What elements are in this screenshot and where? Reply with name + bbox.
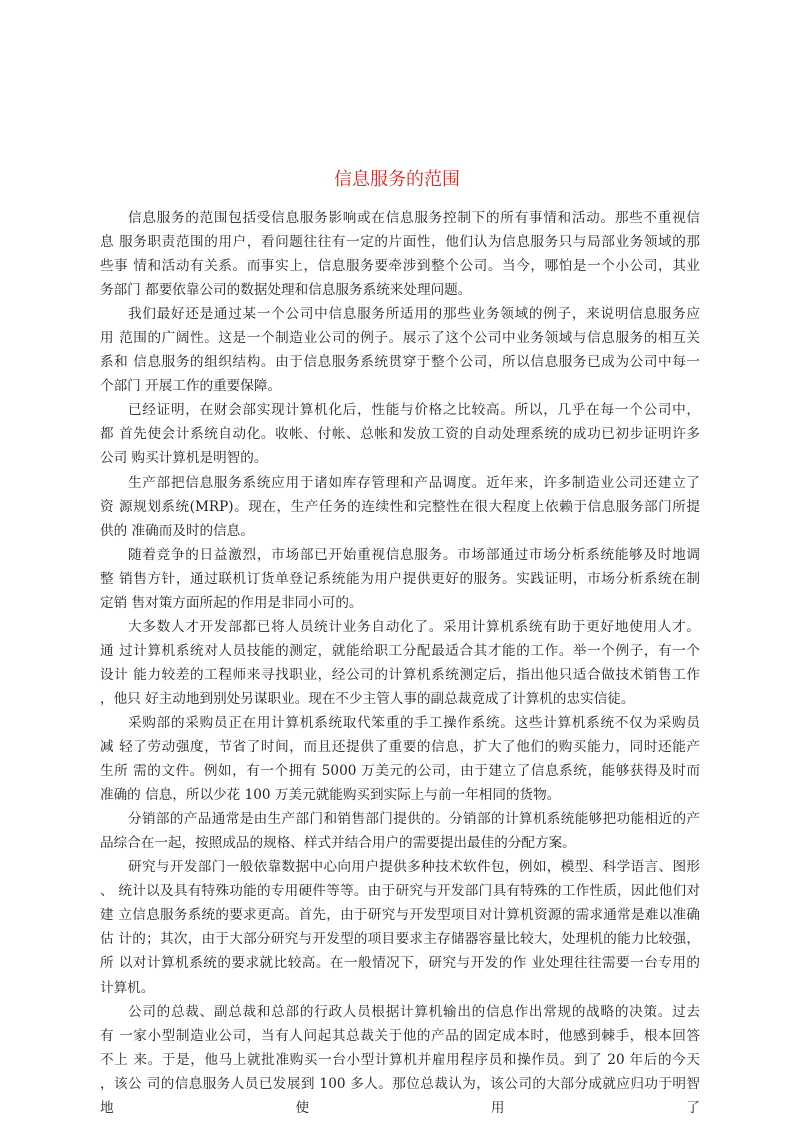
paragraph (100, 206, 700, 302)
paragraph (100, 543, 700, 615)
paragraph-line: 整 销售方针，通过联机订货单登记系统能为用户提供更好的服务。实践证明，市场分析系统在制 (100, 570, 700, 587)
paragraph-line: 公司的总裁、副总裁和总部的行政人员根据计算机输出的信息作出常规的战略的决策。过去 (128, 1003, 700, 1020)
paragraph-line: 设计 能力较差的工程师来寻找职业，经公司的计算机系统测定后，指出他只适合做技术销售工作 (100, 666, 700, 683)
paragraph-line: ，该公 司的信息服务人员已发展到 100 多人。那位总裁认为，该公司的大部分成就应归功于明智 (100, 1075, 700, 1092)
paragraph-line: 系和 信息服务的组织结构。由于信息服务系统贯穿于整个公司，所以信息服务已成为公司中每一 (100, 354, 700, 371)
paragraph-line: 息 服务职责范围的用户，看问题往往有一定的片面性，他们认为信息服务只与局部业务领域的那 (100, 234, 700, 251)
document-title: 信息服务的范围 (334, 169, 460, 190)
paragraph (100, 398, 700, 470)
paragraph (100, 1000, 700, 1120)
paragraph-line: 大多数人才开发部都已将人员统计业务自动化了。采用计算机系统有助于更好地使用人才。 (128, 618, 700, 635)
paragraph-line: 所 以对计算机系统的要求就比较高。在一般情况下，研究与开发的作 业处理往往需要一台专用的 (100, 955, 700, 972)
paragraph-line: 我们最好还是通过某一个公司中信息服务所适用的那些业务领域的例子，来说明信息服务应 (128, 306, 700, 323)
paragraph-line: 生产部把信息服务系统应用于诸如库存管理和产品调度。近年来，许多制造业公司还建立了 (128, 474, 700, 491)
paragraph-line: 都 首先使会计系统自动化。收帐、付帐、总帐和发放工资的自动处理系统的成功已初步证明许多 (100, 426, 700, 443)
paragraph-line: 准确的 信息，所以少花 100 万美元就能购买到实际上与前一年相同的货物。 (100, 787, 561, 804)
paragraph-line: 研究与开发部门一般依靠数据中心向用户提供多种技术软件包，例如，模型、科学语言、图形 (128, 859, 700, 876)
paragraph-line: 信息服务的范围包括受信息服务影响或在信息服务控制下的所有事情和活动。那些不重视信 (128, 210, 700, 226)
paragraph-line: 分销部的产品通常是由生产部门和销售部门提供的。分销部的计算机系统能够把功能相近的产 (128, 811, 700, 828)
paragraph-line: 用 范围的广阔性。这是一个制造业公司的例子。展示了这个公司中业务领域与信息服务的相互关 (100, 330, 700, 347)
paragraph-line: 地 使 用 了 (100, 1099, 700, 1116)
paragraph-line: 计算机。 (100, 979, 155, 996)
paragraph-line: 公司 购买计算机是明智的。 (100, 450, 268, 467)
paragraph (100, 807, 700, 855)
paragraph-line: 有 一家小型制造业公司，当有人问起其总裁关于他的产品的固定成本时，他感到棘手，根本回答 (100, 1027, 700, 1044)
paragraph (100, 711, 700, 807)
paragraph-line: 随着竞争的日益激烈，市场部已开始重视信息服务。市场部通过市场分析系统能够及时地调 (128, 546, 700, 563)
paragraph-line: 务部门 都要依靠公司的数据处理和信息服务系统来处理问题。 (100, 282, 472, 299)
paragraph-line: 定销 售对策方面所起的作用是非同小可的。 (100, 594, 363, 611)
paragraph-line: 、 统计以及具有特殊功能的专用硬件等等。由于研究与开发部门具有特殊的工作性质，因此他们对 (100, 883, 700, 900)
paragraph-line: 不上 来。于是，他马上就批准购买一台小型计算机并雇用程序员和操作员。到了 20 年后的今天 (100, 1051, 700, 1068)
paragraph-line: 资 源规划系统(MRP)。现在，生产任务的连续性和完整性在很大程度上依赖于信息服务部门所提 (100, 498, 700, 515)
paragraph-line: ，他只 好主动地到别处另谋职业。现在不少主管人事的副总裁竟成了计算机的忠实信徒。 (100, 690, 635, 707)
paragraph (100, 471, 700, 543)
paragraph-line: 个部门 开展工作的重要保障。 (100, 378, 282, 395)
document-body (100, 206, 700, 1120)
paragraph-line: 已经证明，在财会部实现计算机化后，性能与价格之比较高。所以，几乎在每一个公司中， (128, 402, 700, 419)
paragraph-line: 采购部的采购员正在用计算机系统取代笨重的手工操作系统。这些计算机系统不仅为采购员 (128, 714, 700, 731)
paragraph-line: 品综合在一起，按照成品的规格、样式并结合用户的需要提出最佳的分配方案。 (100, 835, 576, 852)
paragraph-line: 通 过计算机系统对人员技能的测定，就能给职工分配最适合其才能的工作。举一个例子，有一个 (100, 642, 700, 659)
paragraph-line: 估 计的；其次，由于大部分研究与开发型的项目要求主存储器容量比较大，处理机的能力比较强， (100, 931, 700, 948)
paragraph-line: 减 轻了劳动强度，节省了时间，而且还提供了重要的信息，扩大了他们的购买能力，同时还能产 (100, 739, 700, 756)
paragraph-line: 建 立信息服务系统的要求更高。首先，由于研究与开发型项目对计算机资源的需求通常是难以准确 (100, 907, 700, 924)
paragraph (100, 855, 700, 999)
paragraph-line: 生所 需的文件。例如，有一个拥有 5000 万美元的公司，由于建立了信息系统，能够获得及时而 (100, 763, 700, 780)
paragraph-line: 供的 准确而及时的信息。 (100, 522, 254, 539)
paragraph (100, 302, 700, 398)
paragraph-line: 些事 情和活动有关系。而事实上，信息服务要牵涉到整个公司。当今，哪怕是一个小公司，其业 (100, 258, 700, 275)
paragraph (100, 615, 700, 711)
